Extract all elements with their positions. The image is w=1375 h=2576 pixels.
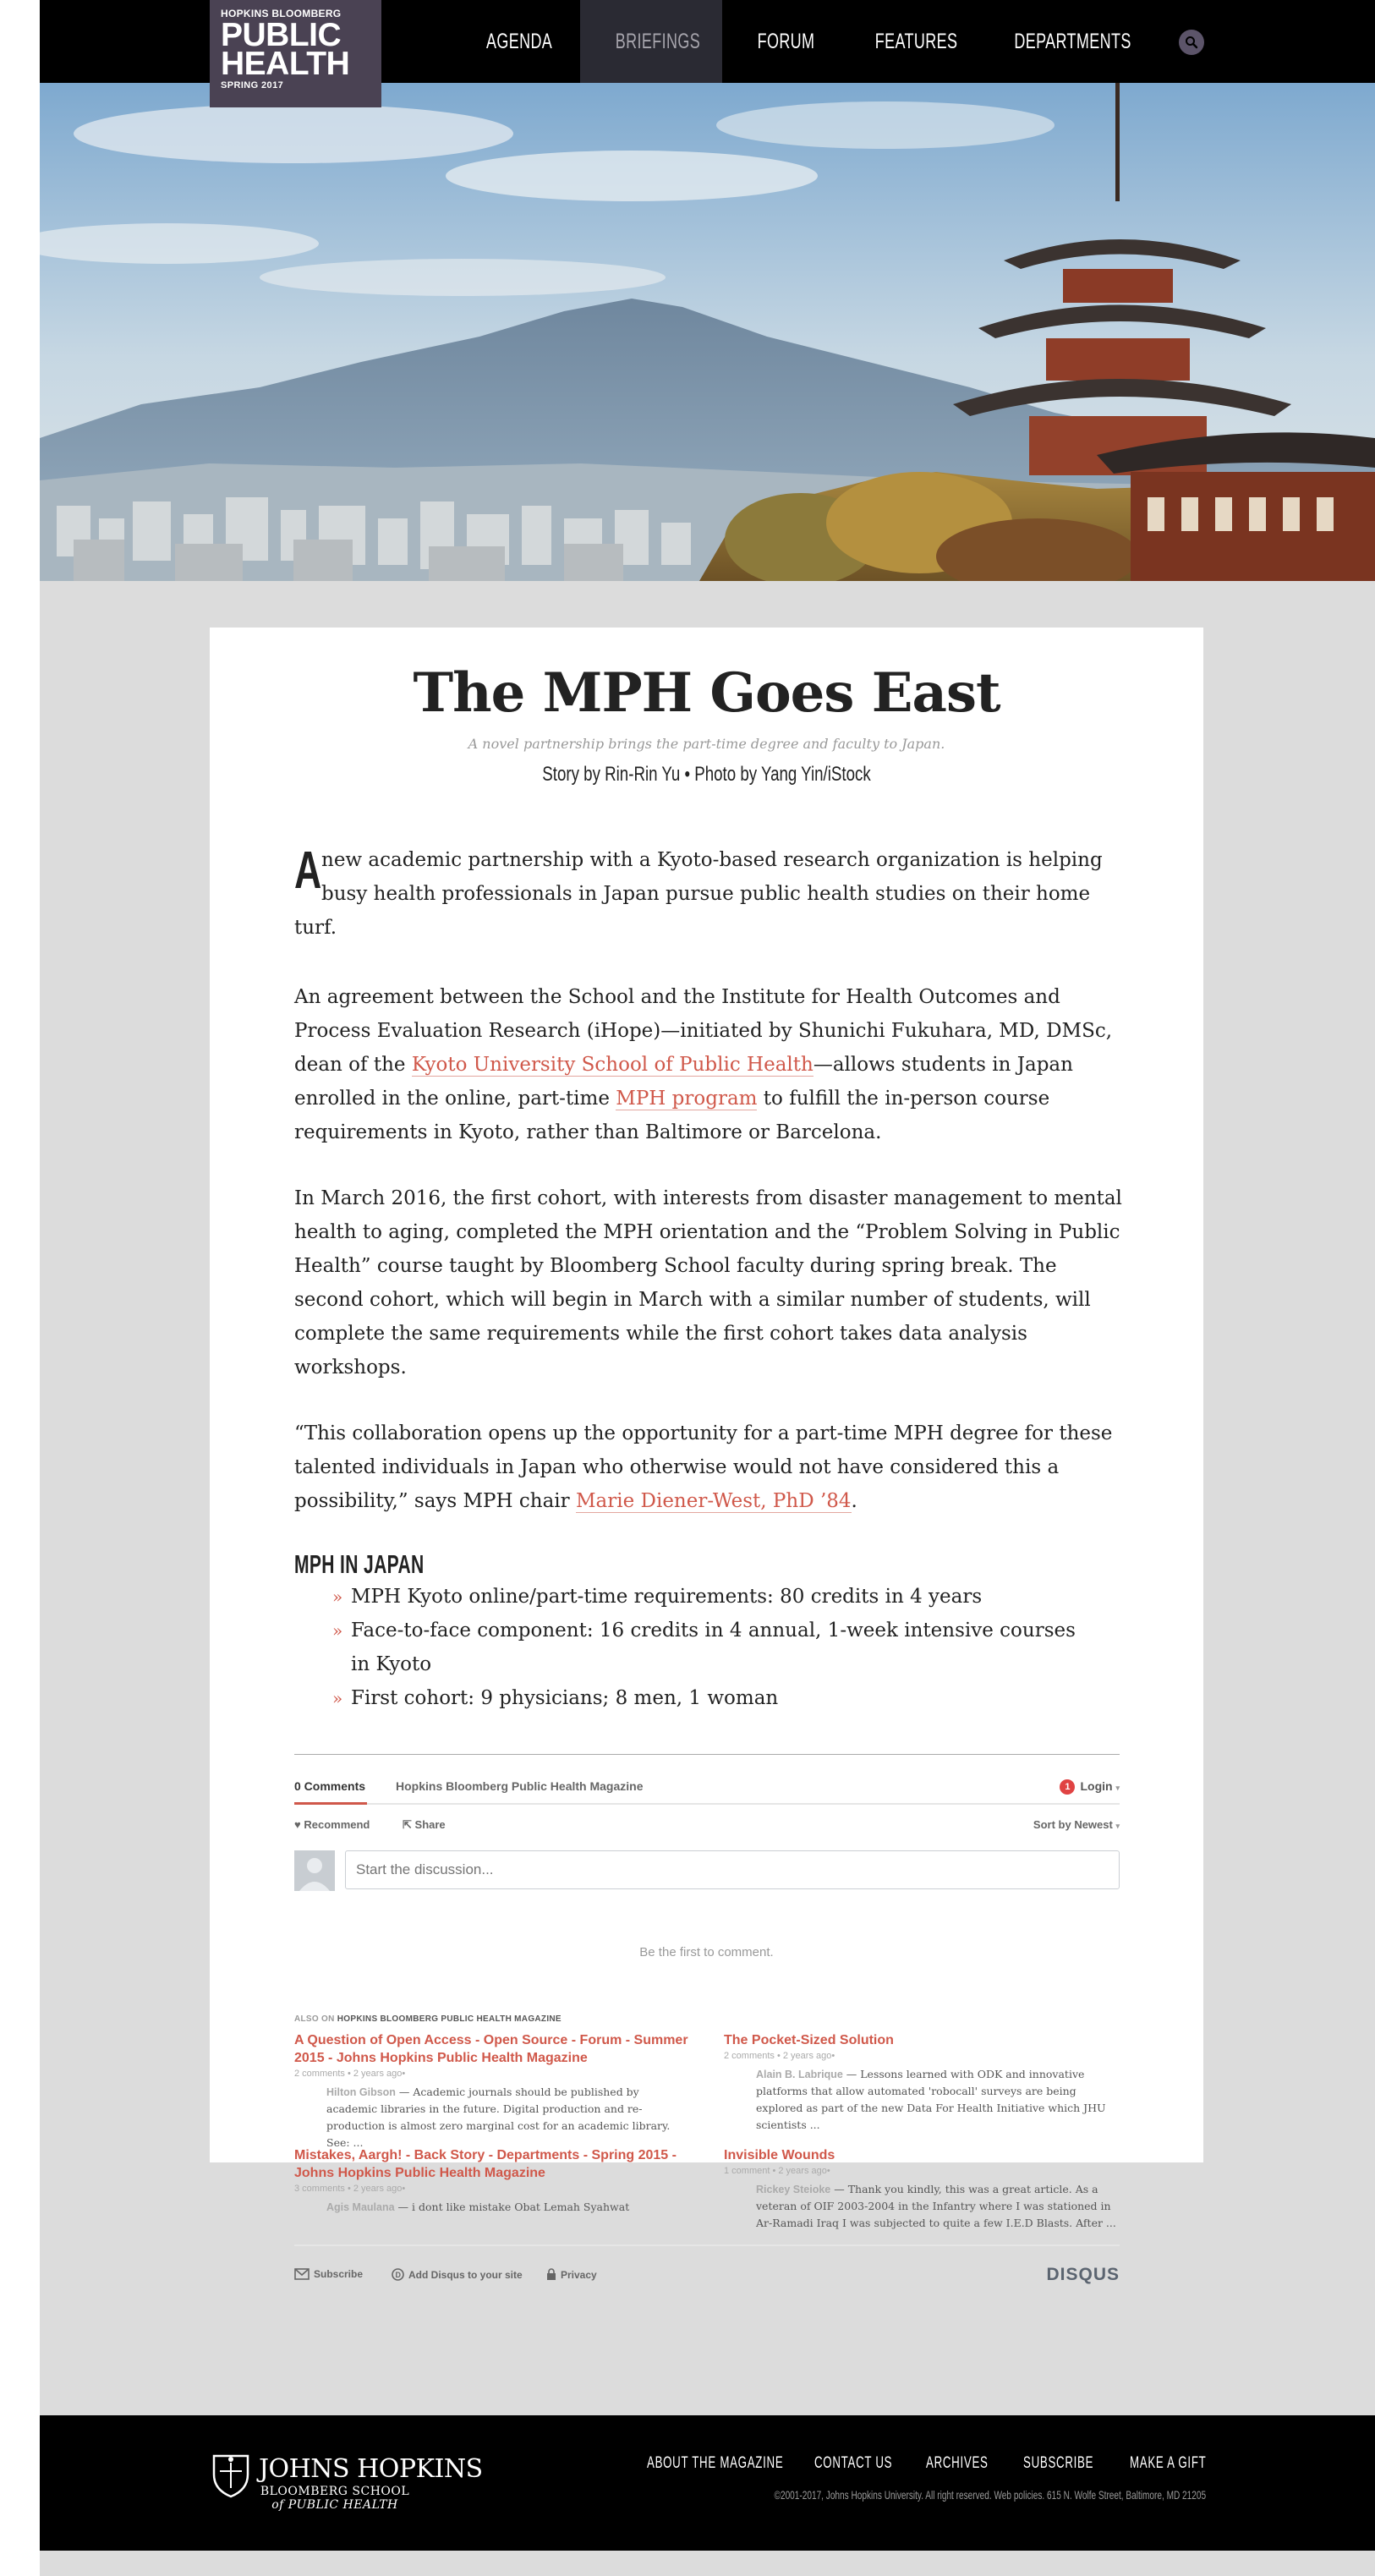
recommendation-author: Alain B. Labrique [756, 2069, 843, 2080]
comment-input[interactable] [345, 1850, 1120, 1889]
footer-link-archives[interactable]: ARCHIVES [926, 2454, 989, 2472]
recommendation-meta: 1 comment • 2 years ago• [724, 2166, 830, 2176]
hero-image [40, 83, 1375, 581]
logo-line-3: HEALTH [221, 46, 350, 82]
tab-comments[interactable]: 0 Comments [294, 1779, 367, 1805]
recommendation-excerpt-text: — Lessons learned with ODK and innovative platforms that allow automated 'robocall' surveys are being explored as part of the new Data For Health Initiative which JHU scientists ... [756, 2068, 1106, 2131]
recommendation-author: Agis Maulana [326, 2201, 395, 2213]
sort-dropdown[interactable] [1033, 1818, 1120, 1831]
recommendation-title[interactable]: A Question of Open Access - Open Source - Forum - Summer 2015 - Johns Hopkins Public Health Magazine [294, 2033, 688, 2065]
nav-item-forum[interactable]: FORUM [757, 30, 815, 53]
school-name-line-2: of PUBLIC HEALTH [271, 2498, 398, 2512]
nav-item-features[interactable]: FEATURES [874, 30, 958, 53]
recommendation-item[interactable] [294, 2031, 692, 2151]
svg-text:D: D [395, 2271, 401, 2279]
paragraph-3: In March 2016, the first cohort, with interests from disaster management to mental health to aging, completed the MPH orientation and the “Problem Solving in Public Health” course taught by Bloomberg School faculty during spring break. The second cohort, which will begin in March with a similar number of students, will complete the same requirements while the first cohort takes data analysis workshops. [294, 1187, 1122, 1378]
comments-actions [294, 1818, 1120, 1837]
recommendation-title[interactable]: Invisible Wounds [724, 2148, 835, 2162]
subscribe-label: Subscribe [314, 2268, 364, 2280]
list-bullet: » [332, 1620, 343, 1641]
chevron-down-icon: ▾ [1115, 1822, 1120, 1830]
avatar [294, 1850, 335, 1891]
page [40, 0, 1375, 2576]
recommendation-excerpt [724, 2066, 1121, 2134]
lock-icon [546, 2268, 556, 2281]
comments-footer [294, 2244, 1120, 2283]
subscribe-link[interactable] [294, 2268, 363, 2280]
comments-divider [294, 1754, 1120, 1755]
add-disqus-label: Add Disqus to your site [408, 2269, 523, 2281]
recommendation-excerpt-text: — Academic journals should be published by academic libraries in the future. Digital production and re-production is almost zero marginal cost for an academic library. See: ... [326, 2085, 671, 2149]
list-item [332, 1681, 1093, 1715]
heart-icon: ♥ [294, 1818, 301, 1831]
recommend-label: Recommend [304, 1818, 370, 1831]
recommendation-excerpt [724, 2181, 1121, 2232]
privacy-link[interactable] [546, 2268, 597, 2281]
recommendation-title[interactable]: Mistakes, Aargh! - Back Story - Departments - Spring 2015 - Johns Hopkins Public Health Magazine [294, 2148, 677, 2180]
article-byline: Story by Rin-Rin Yu • Photo by Yang Yin/iStock [542, 763, 871, 786]
footer-legal: ©2001-2017, Johns Hopkins University. All right reserved. Web policies. 615 N. Wolfe Street, Baltimore, MD 21205 [774, 2488, 1206, 2502]
login-menu[interactable] [1060, 1779, 1120, 1795]
logo-line-2: PUBLIC [221, 17, 342, 53]
fact-list [332, 1580, 1093, 1715]
share-label: Share [414, 1818, 446, 1831]
paragraph-4 [294, 1417, 1123, 1518]
drop-cap: A [294, 841, 322, 900]
article-card [210, 628, 1203, 2284]
notification-badge: 1 [1060, 1779, 1075, 1795]
paragraph-4-text-a: “This collaboration opens up the opportunity for a part-time MPH degree for these talented individuals in Japan who otherwise would not have considered this a possibility,” says MPH chair [294, 1422, 1113, 1512]
recommendation-meta: 3 comments • 2 years ago• [294, 2184, 406, 2194]
paragraph-1 [294, 843, 1123, 945]
footer-link-contact[interactable]: CONTACT US [814, 2454, 893, 2472]
recommendation-excerpt-text: — i dont like mistake Obat Lemah Syahwat [394, 2201, 630, 2213]
user-icon [294, 1850, 335, 1891]
section-heading: MPH IN JAPAN [294, 1549, 425, 1579]
also-on-prefix: ALSO ON [294, 2014, 337, 2024]
recommendation-meta: 2 comments • 2 years ago• [724, 2051, 835, 2061]
also-on-label [294, 2014, 562, 2024]
tab-community[interactable]: Hopkins Bloomberg Public Health Magazine [396, 1779, 644, 1793]
school-name-line-1: BLOOMBERG SCHOOL [260, 2485, 410, 2498]
chevron-down-icon: ▾ [1115, 1784, 1120, 1792]
login-label: Login [1080, 1779, 1113, 1793]
footer-link-about[interactable]: ABOUT THE MAGAZINE [647, 2454, 784, 2472]
search-button[interactable] [1179, 30, 1204, 55]
paragraph-2 [294, 980, 1123, 1149]
list-bullet: » [332, 1688, 343, 1708]
nav-item-agenda[interactable]: AGENDA [486, 30, 553, 53]
recommendation-excerpt-text: — Thank you kindly, this was a great article. As a veteran of OIF 2003-2004 in the Infantry where I was stationed in Ar-Ramadi Iraq I was subjected to quite a few I.E.D Blasts. After ... [756, 2183, 1116, 2229]
recommendation-author: Rickey Steioke [756, 2184, 831, 2195]
paragraph-2-text-a: An agreement between the School and the Institute for Health Outcomes and Process Evaluation Research (iHope)—initiated by Shunichi Fukuhara, MD, DMSc, dean of the [294, 986, 1113, 1076]
recommendation-item[interactable] [724, 2146, 1121, 2232]
university-shield-icon [210, 2451, 252, 2498]
also-on-site: HOPKINS BLOOMBERG PUBLIC HEALTH MAGAZINE [337, 2014, 562, 2024]
share-icon: ⇱ [403, 1818, 412, 1831]
nav-item-briefings[interactable]: BRIEFINGS [615, 30, 701, 53]
list-item [332, 1614, 1093, 1681]
search-icon [1185, 36, 1198, 49]
list-item-text: MPH Kyoto online/part-time requirements: 80 credits in 4 years [351, 1586, 983, 1608]
paragraph-4-text-b: . [851, 1490, 857, 1512]
empty-comments-text: Be the first to comment. [639, 1945, 774, 1959]
link-mph-program[interactable]: MPH program [616, 1088, 758, 1110]
recommendation-title[interactable]: The Pocket-Sized Solution [724, 2033, 894, 2047]
recommendation-item[interactable] [294, 2146, 692, 2216]
disqus-icon [392, 2268, 404, 2281]
hero-illustration [40, 83, 1375, 581]
nav-item-departments[interactable]: DEPARTMENTS [1014, 30, 1131, 53]
recommendation-item[interactable] [724, 2031, 1121, 2134]
privacy-label: Privacy [561, 2269, 597, 2281]
envelope-icon [294, 2268, 310, 2280]
johns-hopkins-name: JOHNS HOPKINS [259, 2454, 483, 2484]
recommendation-excerpt [294, 2199, 692, 2216]
add-disqus-link[interactable] [392, 2268, 523, 2281]
article-subtitle: A novel partnership brings the part-time degree and faculty to Japan. [468, 736, 945, 752]
recommendation-author: Hilton Gibson [326, 2086, 396, 2098]
link-kyoto-university[interactable]: Kyoto University School of Public Health [411, 1054, 813, 1076]
logo-line-4: SPRING 2017 [221, 80, 284, 90]
sort-label: Sort by Newest [1033, 1818, 1113, 1831]
list-item-text: Face-to-face component: 16 credits in 4 annual, 1-week intensive courses in Kyoto [351, 1620, 1076, 1675]
site-footer [40, 2415, 1375, 2551]
list-bullet: » [332, 1587, 343, 1607]
magazine-logo[interactable] [210, 0, 381, 107]
list-item [332, 1580, 1093, 1614]
paragraph-2-text-c: to fulfill the in-person course requirements in Kyoto, rather than Baltimore or Barcelona. [294, 1088, 1050, 1143]
share-button[interactable] [403, 1818, 446, 1832]
disqus-logo[interactable]: DISQUS [1046, 2265, 1120, 2284]
recommend-button[interactable] [294, 1818, 370, 1831]
link-marie-diener-west[interactable]: Marie Diener-West, PhD ’84 [575, 1490, 852, 1512]
footer-link-subscribe[interactable]: SUBSCRIBE [1023, 2454, 1094, 2472]
logo-line-1: HOPKINS BLOOMBERG [221, 8, 342, 19]
school-name [259, 2485, 411, 2512]
comments-tabs [294, 1779, 1120, 1805]
footer-link-gift[interactable]: MAKE A GIFT [1130, 2454, 1207, 2472]
recommendation-excerpt [294, 2084, 692, 2151]
recommendation-meta: 2 comments • 2 years ago• [294, 2069, 406, 2079]
list-item-text: First cohort: 9 physicians; 8 men, 1 woman [351, 1687, 779, 1709]
paragraph-1-text: new academic partnership with a Kyoto-based research organization is helping busy health professionals in Japan pursue public health studies on their home turf. [294, 849, 1103, 939]
article-title: The MPH Goes East [413, 661, 1000, 725]
paragraph-2-text-b: —allows students in Japan enrolled in the online, part-time [294, 1054, 1073, 1110]
